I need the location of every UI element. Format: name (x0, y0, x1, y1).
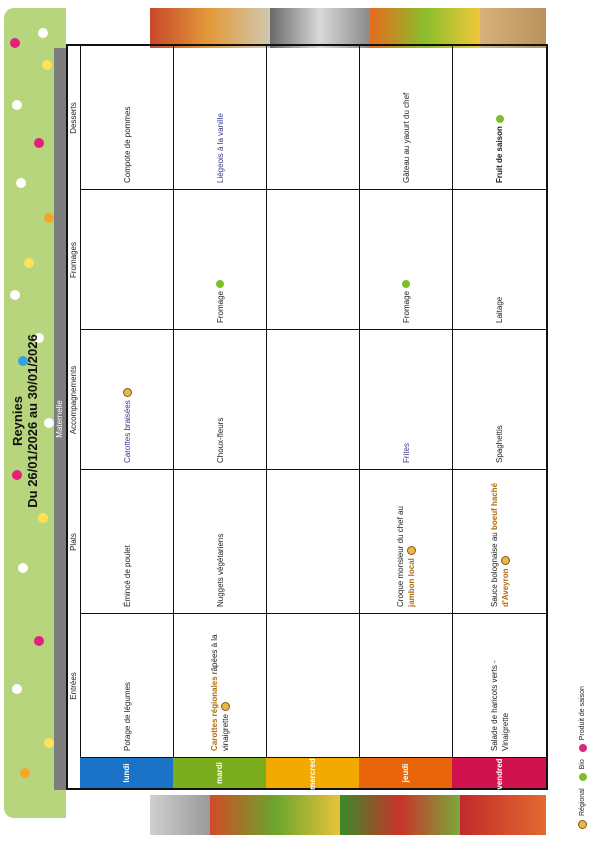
menu-cell (80, 46, 173, 190)
menu-cell (266, 190, 359, 330)
day-label-vendredi: vendredi (452, 758, 546, 788)
bio-icon (579, 773, 587, 781)
plat-text: Sauce bolognaise au (489, 532, 499, 607)
regional-product-text: jambon local (407, 558, 416, 607)
day-label-mercredi: mercredi (266, 758, 359, 788)
regional-icon (501, 556, 510, 565)
plat-text: Nuggets végétariens (215, 533, 225, 607)
dessert-text: Liégeois à la vanille (215, 113, 225, 183)
dessert-text: Fruit de saison (495, 126, 504, 183)
col-header-desserts: Desserts (69, 102, 78, 134)
menu-cell (359, 46, 452, 190)
accomp-text: Carottes braisées (122, 400, 132, 463)
menu-cell (452, 46, 546, 190)
col-header-fromages: Fromages (69, 242, 78, 279)
legend (578, 686, 587, 832)
menu-cell (359, 190, 452, 330)
fromage-text: Fromage (401, 290, 411, 323)
section-label: Maternelle (54, 48, 66, 790)
regional-product-text: boeuf haché d'Aveyron (489, 482, 510, 607)
menu-cell (80, 614, 173, 758)
plat-text: Émincé de poulet (122, 545, 132, 607)
menu-cell (173, 470, 266, 614)
menu-cell (80, 190, 173, 330)
day-label-jeudi: jeudi (359, 758, 452, 788)
accomp-text: Frites (401, 443, 411, 463)
legend-regional: Régional (579, 788, 586, 816)
regional-icon (407, 546, 416, 555)
bio-icon (216, 280, 224, 288)
menu-cell (173, 190, 266, 330)
accomp-text: Choux-fleurs (215, 417, 225, 463)
menu-cell (359, 330, 452, 470)
regional-product-text: Carottes régionales (210, 676, 219, 751)
col-header-plats: Plats (69, 533, 78, 551)
menu-cell (359, 614, 452, 758)
legend-bio: Bio (579, 759, 586, 770)
regional-icon (221, 702, 230, 711)
menu-cell (266, 614, 359, 758)
page-title: Reynies (10, 396, 25, 446)
regional-icon (578, 820, 587, 829)
menu-table (66, 44, 548, 790)
menu-cell (80, 470, 173, 614)
fromage-text: Laitage (495, 296, 504, 323)
menu-cell (266, 330, 359, 470)
menu-cell (173, 46, 266, 190)
menu-cell (452, 614, 546, 758)
entree-text: Salade de haricots verts - Vinaigrette (489, 660, 510, 751)
fromage-text: Fromage (215, 290, 225, 323)
menu-cell (173, 330, 266, 470)
day-label-mardi: mardi (173, 758, 266, 788)
legend-saison: Produit de saison (579, 686, 586, 741)
entree-text: Potage de légumes (122, 682, 132, 751)
menu-cell (452, 190, 546, 330)
col-header-entrees: Entrées (69, 672, 78, 700)
accomp-text: Spaghettis (495, 425, 504, 463)
regional-icon (123, 388, 132, 397)
dessert-text: Gâteau au yaourt du chef (401, 92, 411, 183)
menu-cell (452, 330, 546, 470)
menu-cell (80, 330, 173, 470)
date-range: Du 26/01/2026 au 30/01/2026 (25, 334, 40, 508)
bio-icon (402, 280, 410, 288)
entree-text: râpées à la vinaigrette (210, 634, 230, 751)
menu-cell (452, 470, 546, 614)
day-label-lundi: lundi (80, 758, 173, 788)
menu-cell (173, 614, 266, 758)
dessert-text: Compote de pommes (122, 106, 132, 183)
menu-header (10, 0, 40, 842)
bio-icon (496, 115, 504, 123)
plat-text: Croque monsieur du chef au (396, 506, 405, 607)
col-header-accompagnements: Accompagnements (69, 365, 78, 435)
season-icon (579, 744, 587, 752)
menu-cell (359, 470, 452, 614)
menu-cell (266, 470, 359, 614)
menu-cell (266, 46, 359, 190)
